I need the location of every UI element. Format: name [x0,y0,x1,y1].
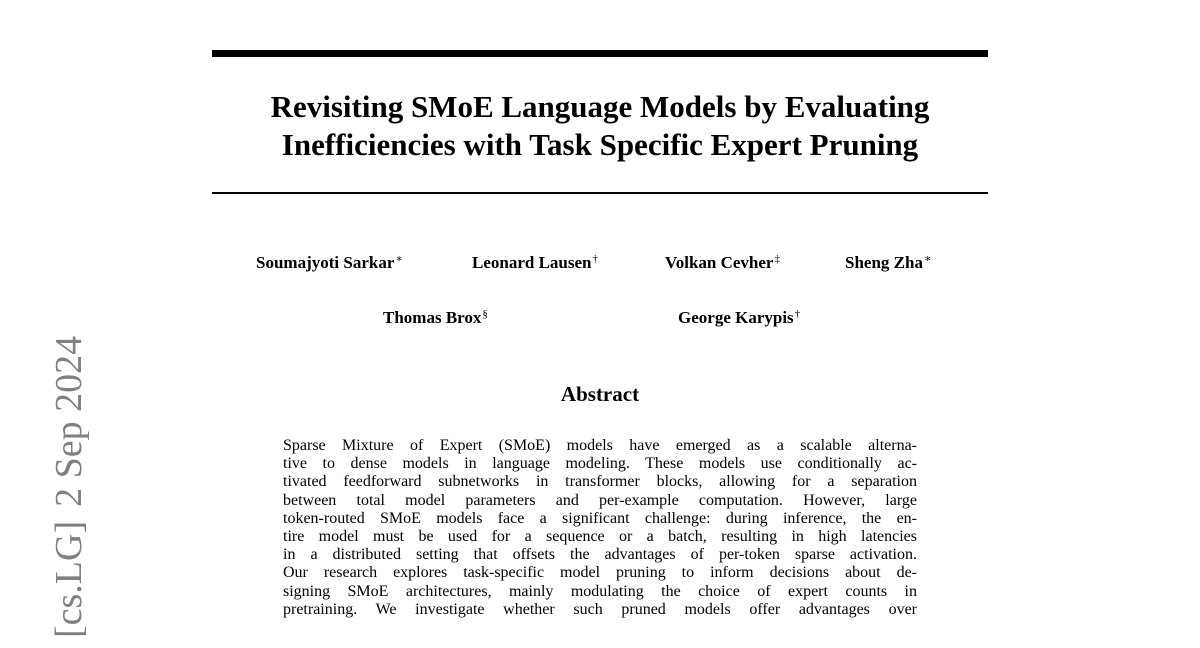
arxiv-sidebar-stamp [48,336,90,638]
author-volkan-cevher [665,249,780,273]
author-name: George Karypis [678,308,794,327]
title-top-rule [212,50,988,57]
author-affiliation-mark: § [482,308,488,320]
author-name: Volkan Cevher [665,253,774,272]
author-name: Sheng Zha [845,253,923,272]
abstract-line: tive to dense models in language modeling. These models use conditionally ac- [283,455,917,473]
author-soumajyoti-sarkar [256,249,403,273]
paper-title-line-2: Inefficiencies with Task Specific Expert Pruning [281,127,919,162]
author-thomas-brox [383,304,488,328]
abstract-line: tivated feedforward subnetworks in transformer blocks, allowing for a separation [283,473,917,491]
author-name: Soumajyoti Sarkar [256,253,395,272]
abstract-line: token-routed SMoE models face a significant challenge: during inference, the en- [283,509,917,527]
author-name: Thomas Brox [383,308,482,327]
author-george-karypis [678,304,800,328]
abstract-line: between total model parameters and per-example computation. However, large [283,491,917,509]
title-bottom-rule [212,192,988,194]
author-name: Leonard Lausen [472,253,592,272]
author-sheng-zha [845,249,931,273]
author-leonard-lausen [472,249,598,273]
paper-title [212,88,988,164]
author-affiliation-mark: ∗ [923,253,932,265]
abstract-line: in a distributed setting that offsets the advantages of per-token sparse activation. [283,546,917,564]
arxiv-date: 2 Sep 2024 [48,335,90,507]
paper-title-line-1: Revisiting SMoE Language Models by Evaluating [270,89,930,124]
author-affiliation-mark: ∗ [395,253,403,265]
arxiv-category: [cs.LG] [48,520,90,638]
author-affiliation-mark: † [592,253,598,265]
abstract-line: Sparse Mixture of Expert (SMoE) models have emerged as a scalable alterna- [283,437,917,454]
abstract-body [283,437,917,619]
author-affiliation-mark: † [794,308,801,320]
abstract-line: tire model must be used for a sequence or a batch, resulting in high latencies [283,528,917,546]
abstract-heading: Abstract [560,382,640,406]
abstract-line: Our research explores task-specific model pruning to inform decisions about de- [283,564,917,582]
author-affiliation-mark: ‡ [774,253,780,265]
abstract-line: pretraining. We investigate whether such pruned models offer advantages over [283,600,917,618]
abstract-line: signing SMoE architectures, mainly modulating the choice of expert counts in [283,582,917,600]
